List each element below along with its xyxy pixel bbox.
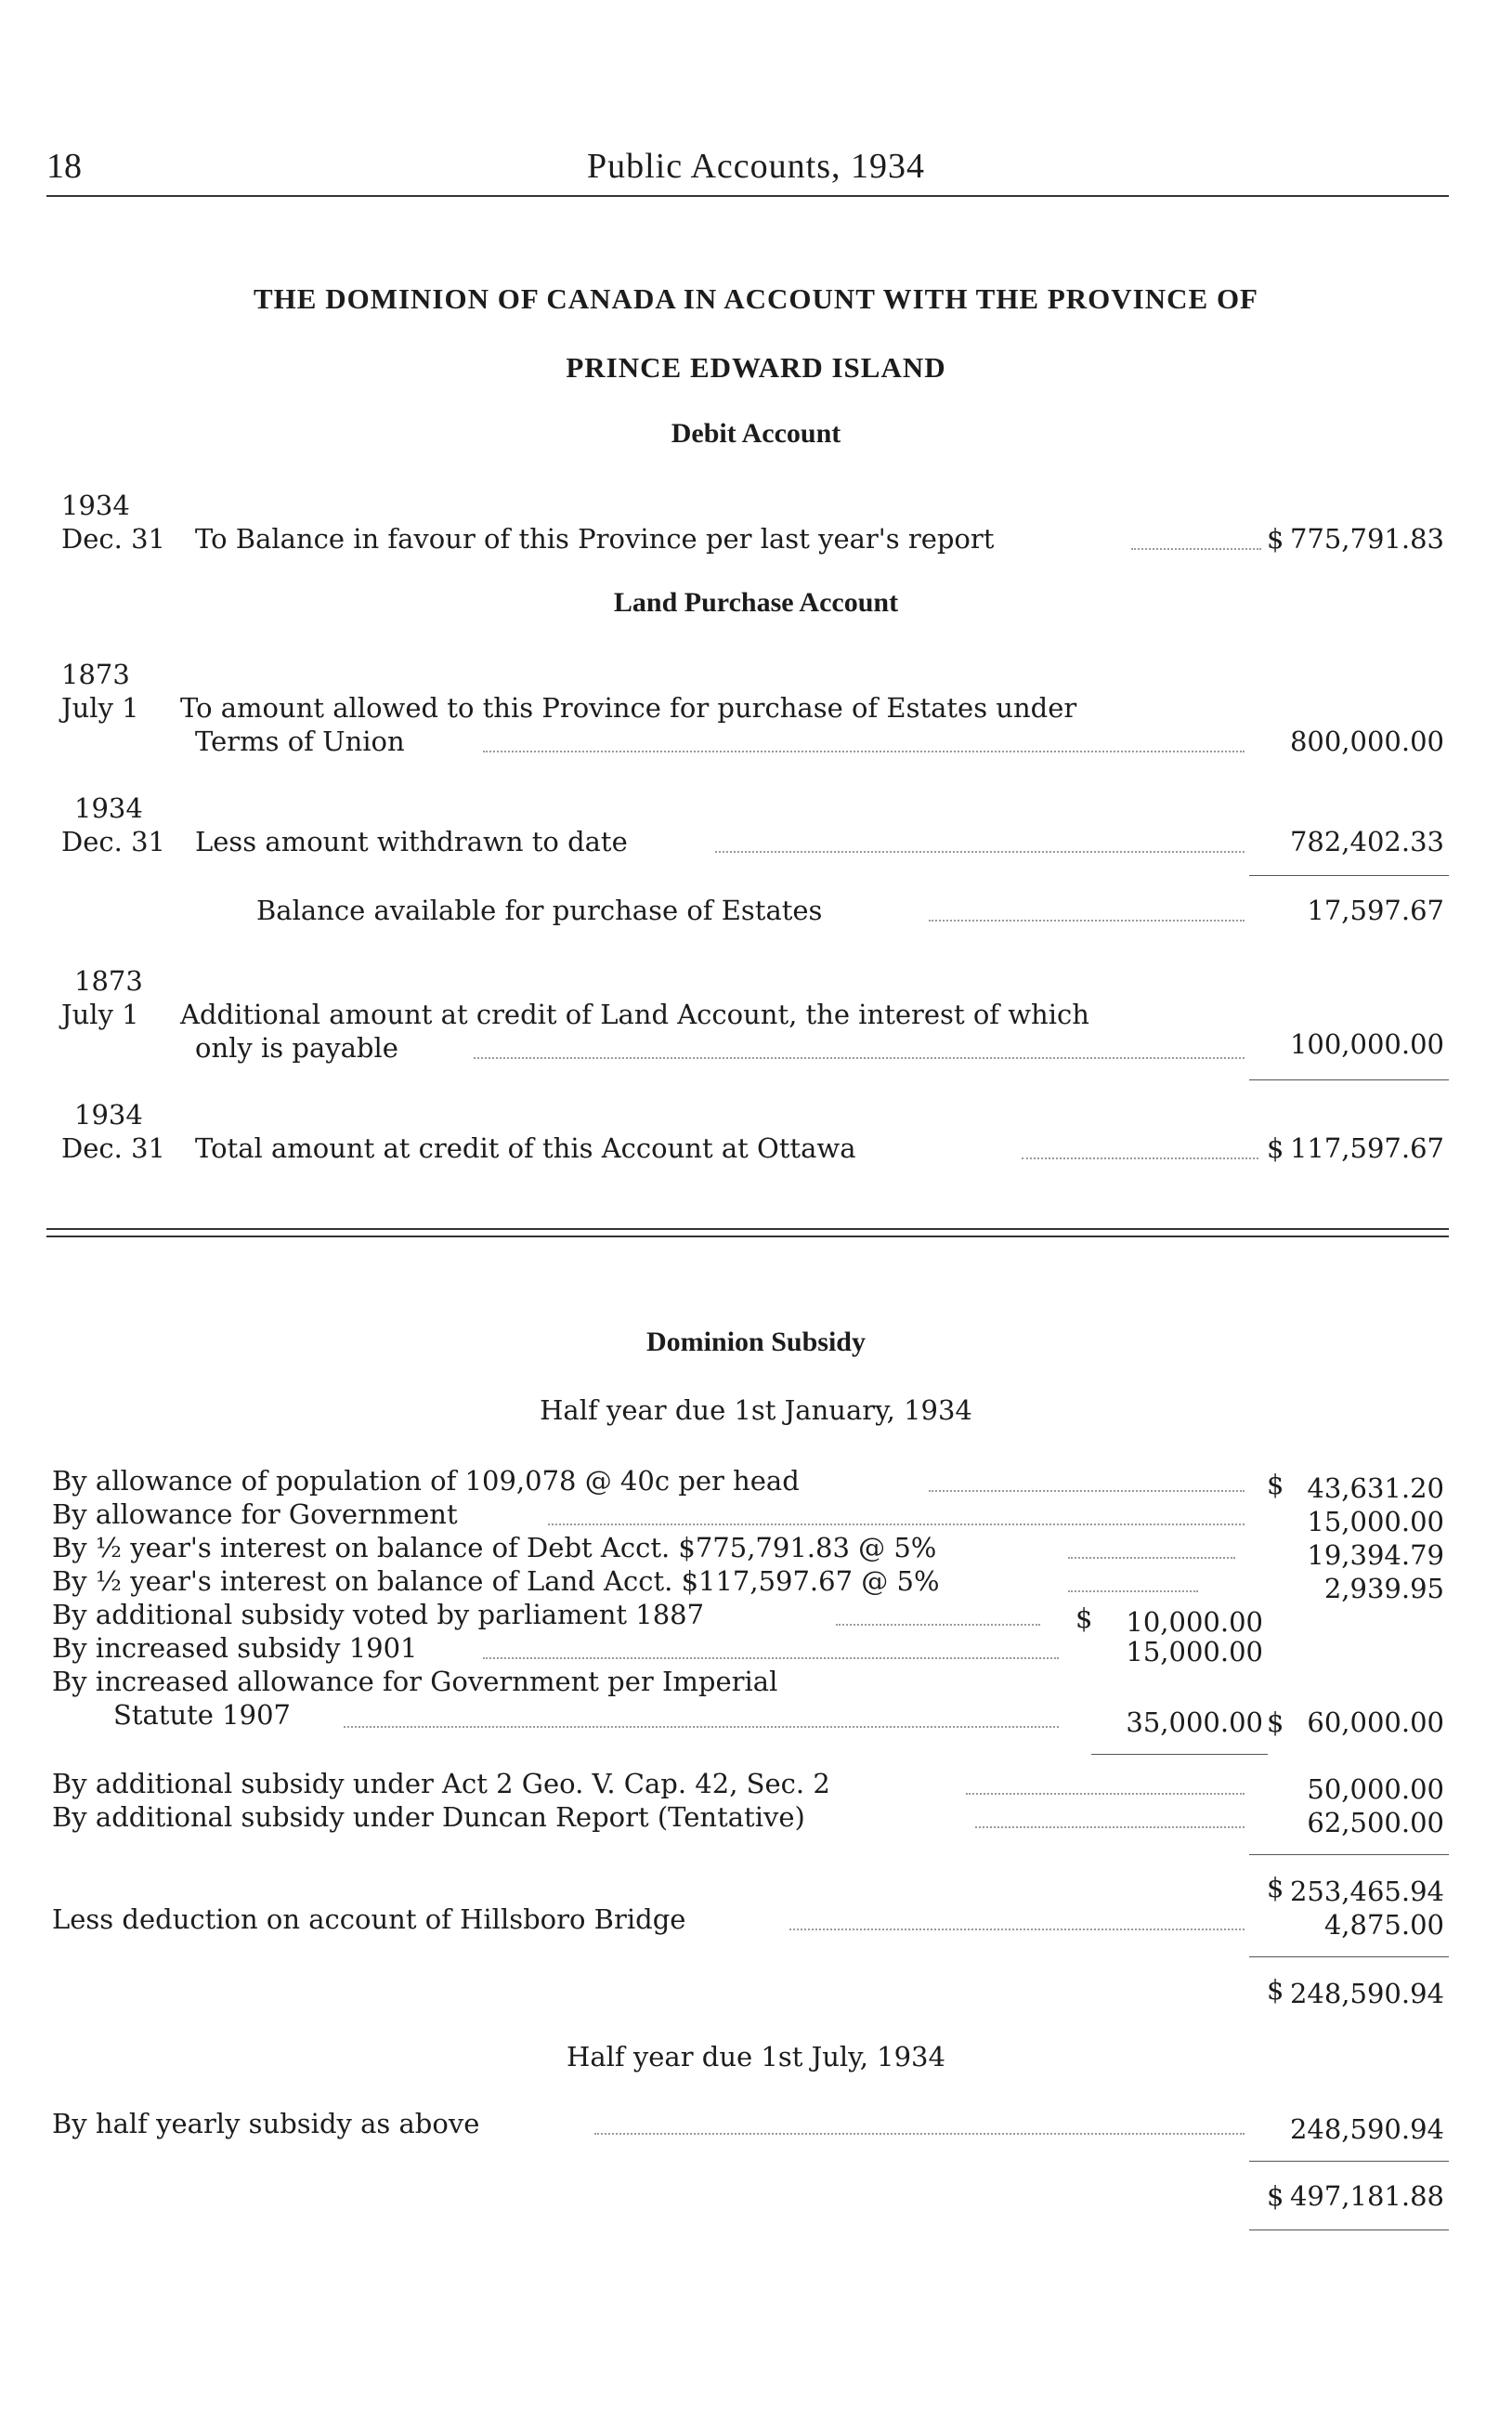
land-e4-date: Dec. 31 [61,1132,165,1164]
subsidy-r7-line1: By increased allowance for Government per Imperial [52,1666,778,1697]
land-e3-line1: Additional amount at credit of Land Account, the interest of which [180,999,1089,1030]
sum-rule [1249,1956,1449,1957]
subsidy-r2-amount: 15,000.00 [1307,1506,1444,1537]
land-e4-year: 1934 [74,1099,143,1131]
subtotal-2-amount: 248,590.94 [1289,1978,1444,2009]
subsidy-r8-desc: By additional subsidy under Act 2 Geo. V. Cap. 42, Sec. 2 [52,1768,830,1799]
land-e3-year: 1873 [74,965,143,997]
subsidy-r1-amount: 43,631.20 [1307,1472,1444,1504]
debit-amount: 775,791.83 [1289,523,1444,555]
section-divider [46,1236,1449,1237]
subsidy-r1-dollar: $ [1267,1469,1284,1500]
debit-date: Dec. 31 [61,523,165,555]
title-line-2: PRINCE EDWARD ISLAND [566,351,946,384]
page-number: 18 [46,147,82,186]
leader-dots [836,1624,1040,1626]
grand-total-dollar: $ [1267,2180,1284,2212]
leader-dots [1022,1157,1258,1159]
leader-dots [1131,548,1261,550]
debit-desc: To Balance in favour of this Province per last year's report [195,523,995,555]
subsidy-r9-amount: 62,500.00 [1307,1807,1444,1838]
subsidy-r9-desc: By additional subsidy under Duncan Report (Tentative) [52,1801,805,1833]
grand-total-amount: 497,181.88 [1289,2180,1444,2212]
subtotal-1-amount: 253,465.94 [1289,1876,1444,1907]
debit-dollar: $ [1267,523,1284,555]
land-e2-amount: 782,402.33 [1289,826,1444,857]
land-e2-date: Dec. 31 [61,826,165,857]
leader-dots [474,1057,1245,1059]
subsidy-r3-amount: 19,394.79 [1307,1539,1444,1571]
land-e1-line2: Terms of Union [195,726,405,757]
land-balance-desc: Balance available for purchase of Estates [256,895,823,926]
subsidy-r2-desc: By allowance for Government [52,1498,458,1530]
section-divider [46,1228,1449,1230]
leader-dots [975,1826,1245,1828]
sum-rule [1091,1754,1268,1755]
sum-rule [1249,1079,1449,1080]
subsidy-r10-amount: 248,590.94 [1289,2113,1444,2145]
land-e4-desc: Total amount at credit of this Account at Ottawa [195,1132,856,1164]
leader-dots [483,751,1245,752]
subsidy-r7-amount: 60,000.00 [1307,1706,1444,1738]
land-heading: Land Purchase Account [613,587,899,618]
land-e3-line2: only is payable [195,1032,398,1064]
land-e2-desc: Less amount withdrawn to date [195,826,628,857]
leader-dots [594,2133,1245,2135]
subsidy-r10-desc: By half yearly subsidy as above [52,2108,480,2139]
land-e3-amount: 100,000.00 [1289,1028,1444,1060]
land-e3-date: July 1 [61,999,139,1030]
land-e4-dollar: $ [1267,1132,1284,1164]
subsidy-r5-desc: By additional subsidy voted by parliament 1887 [52,1599,705,1630]
deduction-amount: 4,875.00 [1323,1909,1444,1941]
leader-dots [548,1523,1245,1525]
sum-rule [1249,1854,1449,1855]
half-year-2-heading: Half year due 1st July, 1934 [567,2041,945,2072]
subtotal-1-dollar: $ [1267,1872,1284,1903]
leader-dots [715,851,1245,853]
land-e1-year: 1873 [61,659,130,690]
subsidy-r6-amount: 15,000.00 [1126,1636,1263,1667]
land-e1-line1: To amount allowed to this Province for purchase of Estates under [180,692,1077,724]
debit-year: 1934 [61,490,130,521]
subsidy-r4-desc: By ½ year's interest on balance of Land Acct. $117,597.67 @ 5% [52,1565,940,1597]
subsidy-r5-dollar: $ [1075,1602,1093,1634]
debit-heading: Debit Account [671,418,841,449]
land-balance-amount: 17,597.67 [1307,895,1444,926]
deduction-desc: Less deduction on account of Hillsboro Bridge [52,1903,686,1935]
land-e1-amount: 800,000.00 [1289,726,1444,757]
land-e1-date: July 1 [61,692,139,724]
leader-dots [966,1793,1245,1795]
leader-dots [344,1726,1059,1728]
land-e4-amount: 117,597.67 [1289,1132,1444,1164]
subsidy-r4-amount: 2,939.95 [1323,1573,1444,1604]
land-e2-year: 1934 [74,792,143,824]
subsidy-heading: Dominion Subsidy [646,1327,866,1357]
half-year-1-heading: Half year due 1st January, 1934 [540,1394,972,1426]
leader-dots [929,1490,1245,1492]
title-line-1: THE DOMINION OF CANADA IN ACCOUNT WITH THE PROVINCE OF [254,282,1258,315]
subsidy-r5-amount: 10,000.00 [1126,1606,1263,1638]
subsidy-r8-amount: 50,000.00 [1307,1773,1444,1805]
leader-dots [1068,1590,1198,1592]
leader-dots [1068,1557,1235,1559]
header-rule [46,195,1449,197]
subsidy-r6-desc: By increased subsidy 1901 [52,1632,418,1664]
subtotal-2-dollar: $ [1267,1974,1284,2006]
subsidy-r3-desc: By ½ year's interest on balance of Debt Acct. $775,791.83 @ 5% [52,1532,937,1563]
sum-rule [1249,875,1449,876]
running-title: Public Accounts, 1934 [586,147,926,186]
subsidy-r7-dollar: $ [1267,1706,1284,1738]
sum-rule [1249,2229,1449,2230]
leader-dots [929,920,1245,922]
leader-dots [789,1929,1245,1930]
sum-rule [1249,2161,1449,2162]
leader-dots [483,1657,1059,1659]
subsidy-r7-line2: Statute 1907 [113,1699,291,1731]
subsidy-r7-inner-amount: 35,000.00 [1126,1706,1263,1738]
subsidy-r1-desc: By allowance of population of 109,078 @ 40c per head [52,1465,800,1497]
